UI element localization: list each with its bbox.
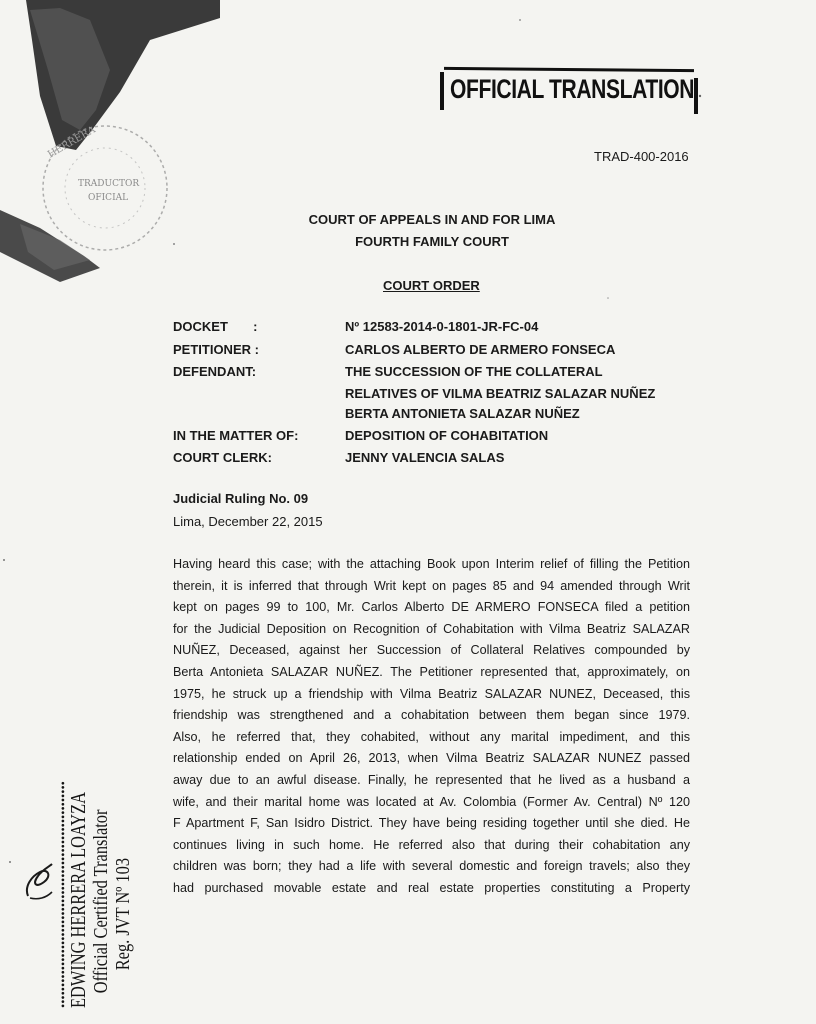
translator-registration: Reg. JVT Nº 103	[112, 857, 134, 971]
svg-text:HERRERA: HERRERA	[46, 124, 98, 161]
svg-text:TRADUCTOR: TRADUCTOR	[78, 179, 140, 189]
body-line: away due to an awful disease. Finally, he represented that he lived as a husband a	[173, 772, 690, 787]
body-line: friendship was strengthened and a cohabitation between them began since 1979.	[173, 708, 690, 723]
svg-text:OFICIAL: OFICIAL	[88, 193, 129, 203]
petitioner-label: PETITIONER :	[173, 342, 259, 357]
ruling-date: Lima, December 22, 2015	[173, 514, 323, 529]
defendant-value-line1: THE SUCCESSION OF THE COLLATERAL	[345, 364, 603, 379]
stamp-dotted-line: ••••••••••••••••••••••••••••••••••••••••••••••••••••••	[56, 781, 70, 1008]
translator-title: Official Certified Translator	[90, 809, 112, 994]
defendant-value-line3: BERTA ANTONIETA SALAZAR NUÑEZ	[345, 406, 580, 421]
body-line: wife, and their marital home was located at Av. Colombia (Former Av. Central) Nº 120	[173, 794, 690, 809]
body-line: relationship ended on April 26, 2013, when Vilma Beatriz SALAZAR NUNEZ passed	[173, 751, 690, 766]
docket-label: DOCKET :	[173, 319, 258, 334]
court-division: FOURTH FAMILY COURT	[355, 234, 509, 249]
body-line: Also, he referred that, they cohabited, without any marital impediment, and this	[173, 729, 690, 744]
body-line: F Apartment F, San Isidro District. They have being residing together until she died. He	[173, 816, 690, 831]
reference-number: TRAD-400-2016	[594, 149, 689, 164]
body-line: Berta Antonieta SALAZAR NUÑEZ. The Petitioner represented that, approximately, on	[173, 664, 690, 679]
body-line: had purchased movable estate and real estate properties constituting a Property	[173, 880, 690, 895]
clerk-value: JENNY VALENCIA SALAS	[345, 450, 505, 465]
body-line: continues living in such home. He referred also that during their cohabitation any	[173, 837, 690, 852]
order-title: COURT ORDER	[383, 278, 480, 293]
clerk-label: COURT CLERK:	[173, 450, 272, 465]
body-line: NUÑEZ, Deceased, against her Succession of Collateral Relatives compounded by	[173, 643, 690, 658]
body-line: kept on pages 99 to 100, Mr. Carlos Alberto DE ARMERO FONSECA filed a petition	[173, 600, 690, 615]
ruling-number: Judicial Ruling No. 09	[173, 491, 309, 506]
body-line: therein, it is inferred that through Writ kept on pages 85 and 94 amended through Writ	[173, 578, 690, 593]
petitioner-value: CARLOS ALBERTO DE ARMERO FONSECA	[345, 342, 616, 357]
translator-signature	[22, 862, 58, 902]
translator-stamp	[58, 758, 168, 1008]
stamp-label: OFFICIAL TRANSLATION	[450, 74, 695, 104]
matter-value: DEPOSITION OF COHABITATION	[345, 428, 549, 443]
translator-name: EDWING HERRERA LOAYZA	[66, 792, 90, 1008]
defendant-label: DEFENDANT:	[173, 364, 257, 379]
official-translation-stamp	[440, 68, 698, 116]
court-name: COURT OF APPEALS IN AND FOR LIMA	[308, 212, 556, 227]
ruling-body	[173, 554, 690, 900]
matter-label: IN THE MATTER OF:	[173, 428, 299, 443]
body-line: 1975, he struck up a friendship with Vilma Beatriz SALAZAR NUNEZ, Deceased, this	[173, 686, 690, 701]
body-line: children was born; they had a life with several domestic and foreign travels; also they	[173, 859, 690, 874]
docket-value: Nº 12583-2014-0-1801-JR-FC-04	[345, 319, 539, 334]
defendant-value-line2: RELATIVES OF VILMA BEATRIZ SALAZAR NUÑEZ	[345, 386, 656, 401]
body-line: Having heard this case; with the attaching Book upon Interim relief of filling the Petition	[173, 557, 690, 571]
body-line: for the Judicial Deposition on Recognition of Cohabitation with Vilma Beatriz SALAZAR	[173, 621, 690, 636]
